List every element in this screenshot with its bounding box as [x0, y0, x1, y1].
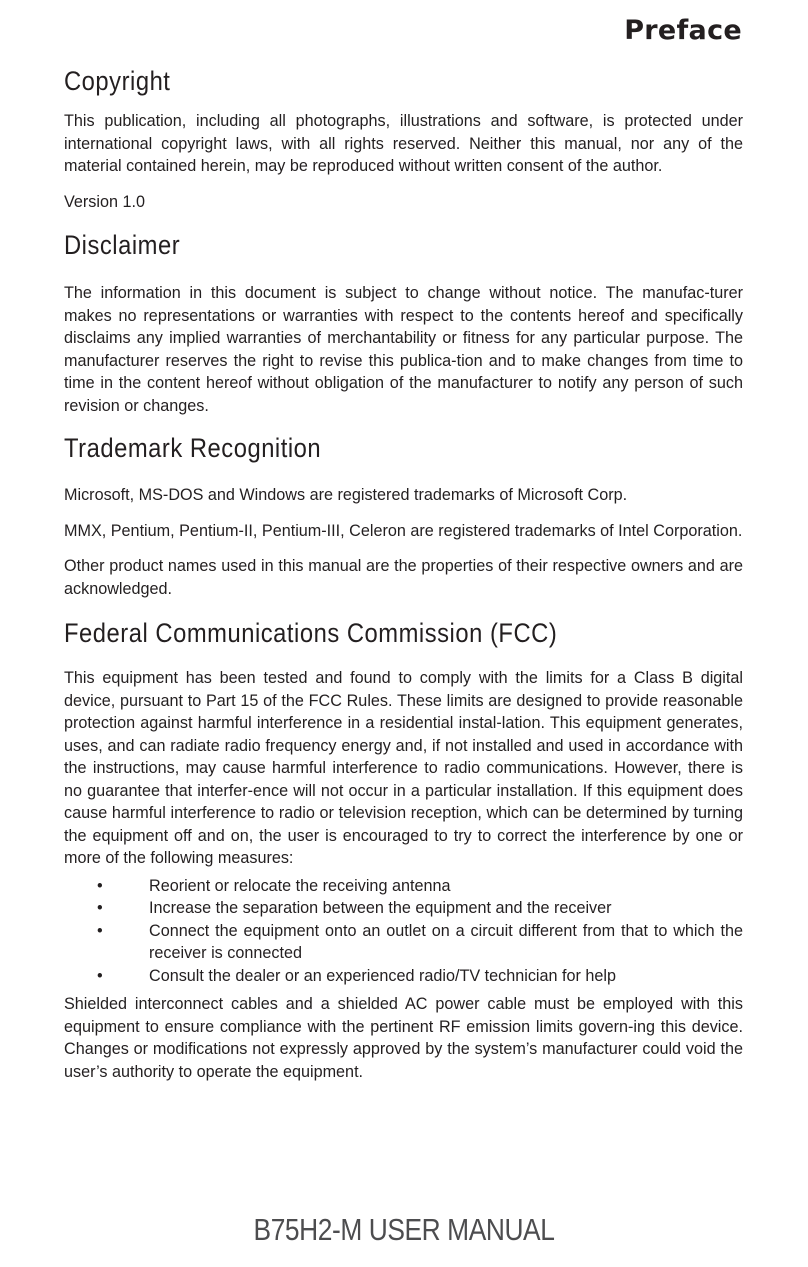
document-body	[64, 66, 743, 1083]
measure-text: Consult the dealer or an experienced radio/TV technician for help	[149, 966, 617, 985]
measure-text: Increase the separation between the equipment and the receiver	[149, 899, 612, 917]
page-footer	[0, 1212, 808, 1248]
list-item	[64, 920, 743, 965]
fcc-closing-paragraph: Shielded interconnect cables and a shielded AC power cable must be employed with this equipment to ensure compliance with the pertinent RF emission limits govern-ing this device. Changes or modifications not expressly approved by the system’s manufacturer could void the user’s authority to operate the equipment.	[64, 995, 743, 1081]
list-item	[64, 875, 743, 898]
bullet-icon: •	[97, 876, 103, 895]
trademark-heading: Trademark Recognition	[64, 433, 322, 463]
fcc-intro-paragraph: This equipment has been tested and found to comply with the limits for a Class B digital device, pursuant to Part 15 of the FCC Rules. These limits are designed to provide reasonable protection against harmful interference in a residential instal-lation. This equipment generates, uses, and can radiate radio frequency energy and, if not installed and used in accordance with the instructions, may cause harmful interference to radio communications. However, there is no guarantee that interfer-ence will not occur in a particular installation. If this equipment does cause harmful interference to radio or television reception, which can be determined by turning the equipment off and on, the user is encouraged to try to correct the interference by one or more of the following measures:	[64, 669, 743, 867]
bullet-icon: •	[97, 921, 103, 940]
copyright-paragraph: This publication, including all photographs, illustrations and software, is protected under international copyright laws, with all rights reserved. Neither this manual, nor any of the material contained herein, may be reproduced without written consent of the author.	[64, 112, 743, 175]
list-item	[64, 897, 743, 920]
list-item	[64, 965, 743, 988]
footer-manual-title: B75H2-M USER MANUAL	[253, 1212, 555, 1247]
bullet-icon: •	[97, 899, 103, 917]
disclaimer-paragraph: The information in this document is subject to change without notice. The manufac-turer makes no representations or warranties with respect to the contents hereof and specifically disclaims any implied warranties of merchantability or fitness for any particular purpose. The manufacturer reserves the right to revise this publica-tion and to make changes from time to time in the content hereof without obligation of the manufacturer to notify any person of such revision or changes.	[64, 284, 743, 415]
measure-text: Reorient or relocate the receiving antenna	[149, 876, 451, 895]
trademark-paragraph-others: Other product names used in this manual are the properties of their respective owners and are acknowledged.	[64, 557, 743, 598]
disclaimer-heading: Disclaimer	[64, 230, 181, 260]
version-text: Version 1.0	[64, 192, 145, 211]
copyright-heading: Copyright	[64, 66, 171, 96]
fcc-heading: Federal Communications Commission (FCC)	[64, 618, 558, 648]
measure-text: Connect the equipment onto an outlet on a circuit different from that to which the receiver is connected	[149, 921, 743, 962]
trademark-paragraph-microsoft: Microsoft, MS-DOS and Windows are registered trademarks of Microsoft Corp.	[64, 486, 628, 504]
trademark-paragraph-intel: MMX, Pentium, Pentium-II, Pentium-III, Celeron are registered trademarks of Intel Corporation.	[64, 521, 743, 540]
fcc-measures-list	[64, 875, 743, 988]
page-header-title: Preface	[624, 15, 742, 46]
bullet-icon: •	[97, 966, 103, 985]
